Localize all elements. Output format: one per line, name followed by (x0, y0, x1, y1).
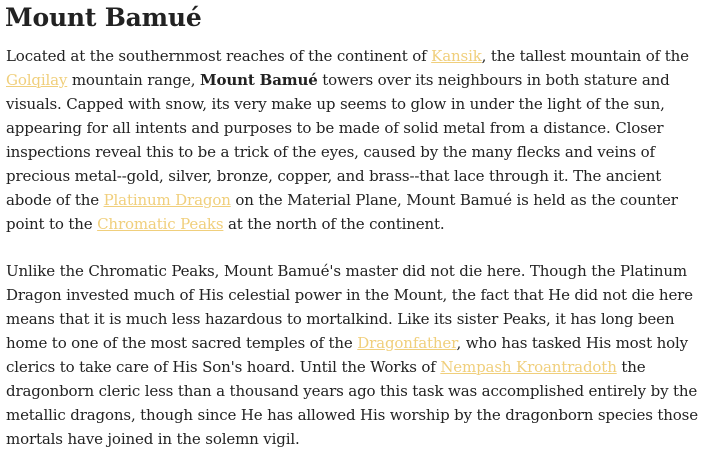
paragraph-text: Located at the southernmost reaches of the continent of (6, 47, 432, 65)
paragraph-intro (6, 44, 708, 236)
paragraph-text: , who has tasked His most holy clerics to take care of His Son's hoard. Until the Works of (6, 334, 688, 376)
link-chromatic-peaks[interactable]: Chromatic Peaks (97, 215, 224, 233)
paragraph-text: at the north of the continent. (223, 215, 445, 233)
paragraph-text: mountain range, (67, 71, 201, 89)
paragraph-text: , the tallest mountain of the (481, 47, 689, 65)
paragraph-history (6, 259, 708, 451)
link-golqilay[interactable]: Golqilay (6, 71, 68, 89)
link-kansik[interactable]: Kansik (431, 47, 482, 65)
subject-name-bold: Mount Bamué (200, 71, 318, 89)
page-title: Mount Bamué (5, 3, 202, 32)
paragraph-text: towers over its neighbours in both stature and visuals. Capped with snow, its very make up seems to glow in under the light of the sun, appearing for all intents and purposes to be made of solid metal from a distance. Closer inspections reveal this to be a trick of the eyes, caused by the many flecks and veins of precious metal--gold, silver, bronze, copper, and brass--that lace through it. The ancient abode of the (6, 71, 670, 209)
paragraph-text: Unlike the Chromatic Peaks, Mount Bamué's master did not die here. Though the Platinum Dragon invested much of His celestial power in the Mount, the fact that He did not die here means that it is much less hazardous to mortalkind. Like its sister Peaks, it has long been home to one of the most sacred temples of the (6, 262, 693, 352)
article (6, 0, 708, 451)
link-dragonfather[interactable]: Dragonfather (357, 334, 457, 352)
paragraph-text: the dragonborn cleric less than a thousand years ago this task was accomplished entirely by the metallic dragons, though since He has allowed His worship by the dragonborn species those mortals have joined in the solemn vigil. (6, 358, 698, 448)
link-platinum-dragon[interactable]: Platinum Dragon (103, 191, 231, 209)
link-nempash-kroantradoth[interactable]: Nempash Kroantradoth (440, 358, 617, 376)
paragraph-text: on the Material Plane, Mount Bamué is held as the counter point to the (6, 191, 678, 233)
